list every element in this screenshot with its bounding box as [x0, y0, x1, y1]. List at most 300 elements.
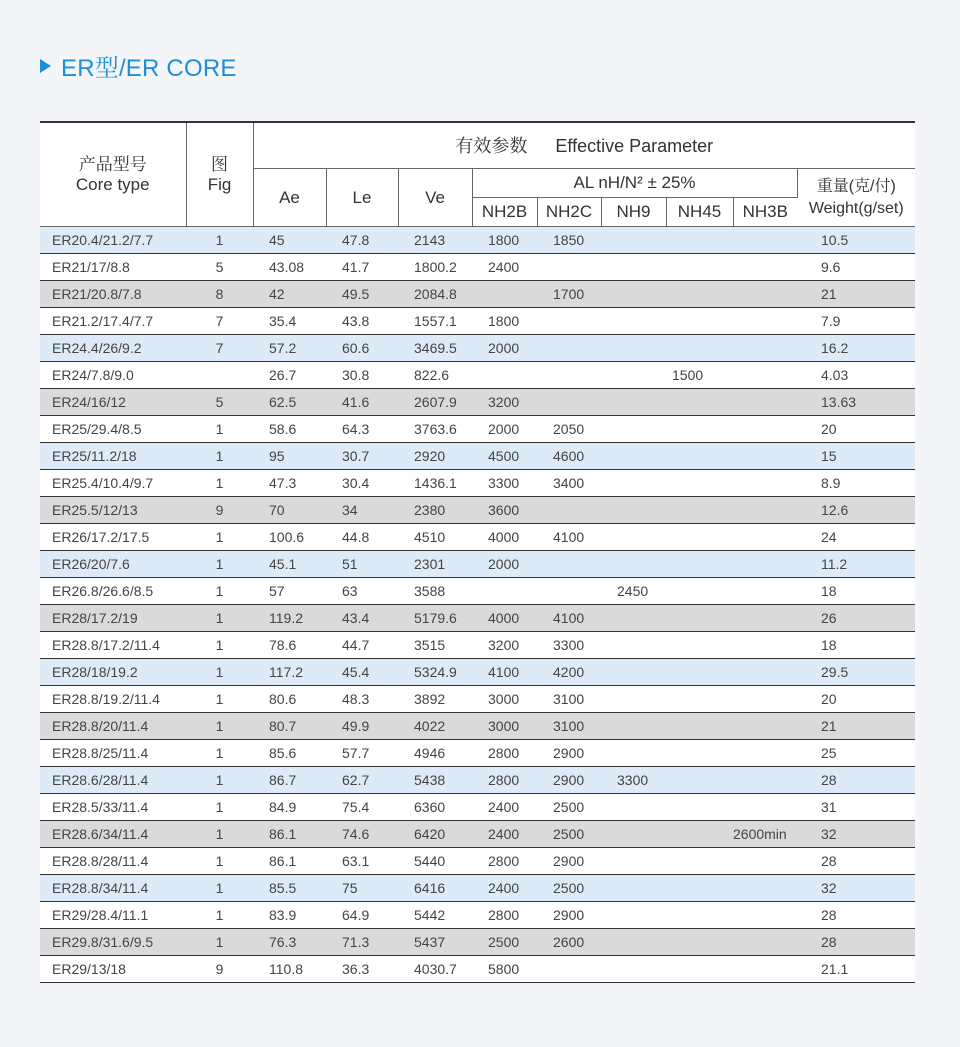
ve-cell: 4946: [398, 740, 472, 767]
ae-header: Ae: [253, 169, 326, 227]
core-type-cell: ER26/20/7.6: [40, 551, 186, 578]
weight-cell: 13.63: [797, 389, 915, 416]
fig-cell: 1: [186, 740, 253, 767]
ve-cell: 822.6: [398, 362, 472, 389]
nh45-cell: [666, 713, 733, 740]
nh2b-cell: [472, 281, 537, 308]
fig-header-en: Fig: [207, 174, 232, 194]
fig-cell: 9: [186, 497, 253, 524]
table-body: [40, 227, 915, 983]
le-cell: 71.3: [326, 929, 398, 956]
nh3b-cell: [733, 470, 797, 497]
nh2b-cell: 2800: [472, 902, 537, 929]
nh9-cell: [601, 848, 666, 875]
nh9-cell: [601, 875, 666, 902]
nh3b-cell: [733, 902, 797, 929]
table-row: [40, 767, 915, 794]
ae-cell: 95: [253, 443, 326, 470]
nh2b-cell: 3200: [472, 389, 537, 416]
nh45-cell: [666, 740, 733, 767]
ae-cell: 86.7: [253, 767, 326, 794]
nh9-cell: [601, 470, 666, 497]
nh2c-cell: 2600: [537, 929, 601, 956]
core-type-cell: ER28/18/19.2: [40, 659, 186, 686]
ae-cell: 85.5: [253, 875, 326, 902]
le-cell: 64.9: [326, 902, 398, 929]
core-type-cell: ER28.8/25/11.4: [40, 740, 186, 767]
le-cell: 49.9: [326, 713, 398, 740]
nh9-cell: [601, 605, 666, 632]
fig-cell: 1: [186, 902, 253, 929]
nh45-cell: [666, 794, 733, 821]
ae-cell: 84.9: [253, 794, 326, 821]
le-header: Le: [326, 169, 398, 227]
material-header-nh2b: NH2B: [472, 198, 537, 227]
ae-cell: 117.2: [253, 659, 326, 686]
ae-cell: 57.2: [253, 335, 326, 362]
er-core-table: [40, 121, 915, 983]
core-type-cell: ER28/17.2/19: [40, 605, 186, 632]
nh3b-cell: [733, 227, 797, 254]
fig-cell: 1: [186, 470, 253, 497]
nh3b-cell: [733, 308, 797, 335]
nh2b-cell: 4500: [472, 443, 537, 470]
nh2c-cell: 3100: [537, 686, 601, 713]
ve-cell: 3588: [398, 578, 472, 605]
nh45-cell: [666, 551, 733, 578]
fig-cell: 5: [186, 389, 253, 416]
nh2c-cell: [537, 308, 601, 335]
weight-cell: 21.1: [797, 956, 915, 983]
nh3b-cell: [733, 740, 797, 767]
nh45-cell: [666, 902, 733, 929]
le-cell: 44.7: [326, 632, 398, 659]
core-type-cell: ER25.5/12/13: [40, 497, 186, 524]
nh2c-cell: 2050: [537, 416, 601, 443]
nh45-cell: [666, 956, 733, 983]
le-cell: 36.3: [326, 956, 398, 983]
nh45-cell: [666, 821, 733, 848]
ae-cell: 83.9: [253, 902, 326, 929]
table-row: [40, 632, 915, 659]
ae-cell: 57: [253, 578, 326, 605]
fig-cell: 1: [186, 227, 253, 254]
core-type-cell: ER28.8/28/11.4: [40, 848, 186, 875]
nh45-cell: [666, 227, 733, 254]
nh3b-cell: [733, 605, 797, 632]
nh9-cell: [601, 524, 666, 551]
weight-cell: 8.9: [797, 470, 915, 497]
nh2c-cell: [537, 578, 601, 605]
ve-cell: 4030.7: [398, 956, 472, 983]
core-type-cell: ER21.2/17.4/7.7: [40, 308, 186, 335]
nh3b-cell: [733, 497, 797, 524]
le-cell: 75.4: [326, 794, 398, 821]
triangle-bullet-icon: [40, 59, 51, 73]
nh45-cell: [666, 767, 733, 794]
nh45-cell: [666, 281, 733, 308]
table-row: [40, 335, 915, 362]
page-title: ER型/ER CORE: [61, 55, 237, 82]
weight-cell: 25: [797, 740, 915, 767]
fig-header-cn: 图: [211, 154, 228, 174]
table-row: [40, 902, 915, 929]
table-row: [40, 821, 915, 848]
nh3b-cell: [733, 794, 797, 821]
nh2b-cell: 3000: [472, 686, 537, 713]
table-row: [40, 713, 915, 740]
nh2c-cell: 3400: [537, 470, 601, 497]
ae-cell: 35.4: [253, 308, 326, 335]
nh2c-cell: [537, 497, 601, 524]
ve-cell: 2143: [398, 227, 472, 254]
nh45-cell: [666, 254, 733, 281]
nh45-cell: [666, 578, 733, 605]
nh2b-cell: 2400: [472, 821, 537, 848]
nh3b-cell: [733, 524, 797, 551]
nh2b-cell: 3600: [472, 497, 537, 524]
nh2b-cell: 2000: [472, 551, 537, 578]
le-cell: 51: [326, 551, 398, 578]
nh45-cell: [666, 686, 733, 713]
le-cell: 43.4: [326, 605, 398, 632]
ae-cell: 42: [253, 281, 326, 308]
nh2c-cell: 3300: [537, 632, 601, 659]
ve-cell: 1557.1: [398, 308, 472, 335]
core-type-cell: ER25/29.4/8.5: [40, 416, 186, 443]
nh9-cell: [601, 497, 666, 524]
ae-cell: 119.2: [253, 605, 326, 632]
table-row: [40, 416, 915, 443]
nh2c-cell: 2500: [537, 794, 601, 821]
nh3b-cell: 2600min: [733, 821, 797, 848]
core-type-cell: ER20.4/21.2/7.7: [40, 227, 186, 254]
nh45-cell: [666, 443, 733, 470]
ae-cell: 45.1: [253, 551, 326, 578]
core-type-cell: ER28.6/28/11.4: [40, 767, 186, 794]
nh2c-cell: [537, 389, 601, 416]
weight-cell: 32: [797, 821, 915, 848]
weight-cell: 20: [797, 686, 915, 713]
fig-cell: 1: [186, 929, 253, 956]
table-row: [40, 524, 915, 551]
core-type-cell: ER21/17/8.8: [40, 254, 186, 281]
table-row: [40, 308, 915, 335]
nh2b-cell: 1800: [472, 308, 537, 335]
nh45-cell: [666, 389, 733, 416]
le-cell: 75: [326, 875, 398, 902]
nh3b-cell: [733, 362, 797, 389]
nh2b-cell: 2400: [472, 875, 537, 902]
nh2c-cell: [537, 335, 601, 362]
core-type-cell: ER28.8/20/11.4: [40, 713, 186, 740]
nh45-cell: [666, 497, 733, 524]
table-row: [40, 956, 915, 983]
nh2c-cell: 1850: [537, 227, 601, 254]
nh2b-cell: 2400: [472, 254, 537, 281]
nh9-cell: [601, 389, 666, 416]
fig-cell: 1: [186, 524, 253, 551]
nh2b-cell: 2000: [472, 335, 537, 362]
le-cell: 44.8: [326, 524, 398, 551]
table-row: [40, 605, 915, 632]
ve-cell: 4510: [398, 524, 472, 551]
core-type-cell: ER25.4/10.4/9.7: [40, 470, 186, 497]
weight-cell: 20: [797, 416, 915, 443]
material-header-nh3b: NH3B: [733, 198, 797, 227]
ve-cell: 5324.9: [398, 659, 472, 686]
fig-cell: 7: [186, 335, 253, 362]
weight-cell: 28: [797, 902, 915, 929]
ve-cell: 5440: [398, 848, 472, 875]
nh2c-cell: 4100: [537, 605, 601, 632]
effective-header-en: Effective Parameter: [555, 135, 714, 156]
le-cell: 47.8: [326, 227, 398, 254]
page-title-block: [40, 48, 237, 83]
weight-cell: 21: [797, 281, 915, 308]
weight-cell: 28: [797, 848, 915, 875]
table-row: [40, 443, 915, 470]
nh3b-cell: [733, 929, 797, 956]
fig-cell: 1: [186, 794, 253, 821]
nh3b-cell: [733, 578, 797, 605]
ae-cell: 43.08: [253, 254, 326, 281]
ae-cell: 86.1: [253, 821, 326, 848]
ae-cell: 110.8: [253, 956, 326, 983]
le-cell: 57.7: [326, 740, 398, 767]
fig-cell: 1: [186, 686, 253, 713]
nh2c-cell: [537, 551, 601, 578]
weight-cell: 10.5: [797, 227, 915, 254]
ve-cell: 2084.8: [398, 281, 472, 308]
nh2c-cell: 2500: [537, 875, 601, 902]
nh2c-cell: [537, 956, 601, 983]
ae-cell: 47.3: [253, 470, 326, 497]
le-cell: 30.4: [326, 470, 398, 497]
weight-cell: 18: [797, 632, 915, 659]
fig-header: [186, 122, 253, 227]
ve-cell: 2607.9: [398, 389, 472, 416]
fig-cell: 1: [186, 605, 253, 632]
le-cell: 43.8: [326, 308, 398, 335]
weight-cell: 28: [797, 929, 915, 956]
fig-cell: 1: [186, 551, 253, 578]
le-cell: 41.6: [326, 389, 398, 416]
nh2c-cell: 3100: [537, 713, 601, 740]
core-type-cell: ER21/20.8/7.8: [40, 281, 186, 308]
nh9-cell: [601, 416, 666, 443]
nh9-cell: [601, 335, 666, 362]
weight-cell: 12.6: [797, 497, 915, 524]
nh9-cell: [601, 929, 666, 956]
fig-cell: 1: [186, 578, 253, 605]
nh2b-cell: 5800: [472, 956, 537, 983]
table-row: [40, 497, 915, 524]
nh9-cell: [601, 254, 666, 281]
weight-cell: 16.2: [797, 335, 915, 362]
nh2b-cell: 3000: [472, 713, 537, 740]
nh9-cell: [601, 632, 666, 659]
ve-cell: 6420: [398, 821, 472, 848]
core-type-cell: ER28.5/33/11.4: [40, 794, 186, 821]
nh9-cell: [601, 713, 666, 740]
table-row: [40, 551, 915, 578]
le-cell: 49.5: [326, 281, 398, 308]
fig-cell: 5: [186, 254, 253, 281]
ae-cell: 45: [253, 227, 326, 254]
nh45-cell: [666, 470, 733, 497]
ve-cell: 4022: [398, 713, 472, 740]
ve-cell: 3892: [398, 686, 472, 713]
nh9-cell: [601, 794, 666, 821]
nh9-cell: [601, 443, 666, 470]
le-cell: 41.7: [326, 254, 398, 281]
nh9-cell: [601, 308, 666, 335]
fig-cell: 7: [186, 308, 253, 335]
nh2b-cell: [472, 362, 537, 389]
nh3b-cell: [733, 956, 797, 983]
fig-cell: 1: [186, 443, 253, 470]
nh3b-cell: [733, 875, 797, 902]
material-header-nh9: NH9: [601, 198, 666, 227]
nh45-cell: [666, 659, 733, 686]
nh9-cell: [601, 281, 666, 308]
weight-cell: 31: [797, 794, 915, 821]
nh3b-cell: [733, 686, 797, 713]
core-type-header-cn: 产品型号: [78, 154, 147, 174]
ve-cell: 6360: [398, 794, 472, 821]
le-cell: 34: [326, 497, 398, 524]
ve-cell: 3763.6: [398, 416, 472, 443]
ae-cell: 58.6: [253, 416, 326, 443]
core-type-cell: ER26/17.2/17.5: [40, 524, 186, 551]
le-cell: 45.4: [326, 659, 398, 686]
fig-cell: 1: [186, 659, 253, 686]
table-row: [40, 794, 915, 821]
ve-cell: 3469.5: [398, 335, 472, 362]
nh2c-cell: 2900: [537, 740, 601, 767]
nh2c-cell: 4200: [537, 659, 601, 686]
table-row: [40, 227, 915, 254]
nh2b-cell: 2800: [472, 740, 537, 767]
fig-cell: 1: [186, 848, 253, 875]
fig-cell: 1: [186, 713, 253, 740]
nh3b-cell: [733, 335, 797, 362]
table-row: [40, 848, 915, 875]
material-header-nh45: NH45: [666, 198, 733, 227]
nh9-cell: [601, 821, 666, 848]
nh3b-cell: [733, 632, 797, 659]
le-cell: 30.8: [326, 362, 398, 389]
weight-cell: 18: [797, 578, 915, 605]
weight-header-en: Weight(g/set): [808, 199, 904, 217]
ae-cell: 80.7: [253, 713, 326, 740]
table-row: [40, 389, 915, 416]
le-cell: 74.6: [326, 821, 398, 848]
ve-cell: 5179.6: [398, 605, 472, 632]
le-cell: 64.3: [326, 416, 398, 443]
table-row: [40, 470, 915, 497]
weight-cell: 32: [797, 875, 915, 902]
weight-cell: 15: [797, 443, 915, 470]
core-type-cell: ER29/28.4/11.1: [40, 902, 186, 929]
core-type-cell: ER29.8/31.6/9.5: [40, 929, 186, 956]
core-type-cell: ER26.8/26.6/8.5: [40, 578, 186, 605]
nh2c-cell: 2900: [537, 767, 601, 794]
weight-cell: 26: [797, 605, 915, 632]
core-type-header: [40, 122, 186, 227]
core-type-cell: ER28.8/17.2/11.4: [40, 632, 186, 659]
nh3b-cell: [733, 659, 797, 686]
core-type-cell: ER28.6/34/11.4: [40, 821, 186, 848]
weight-header: [797, 169, 915, 227]
nh45-cell: [666, 524, 733, 551]
nh45-cell: [666, 848, 733, 875]
ae-cell: 26.7: [253, 362, 326, 389]
nh2c-cell: 1700: [537, 281, 601, 308]
nh45-cell: [666, 335, 733, 362]
effective-parameter-header: [253, 122, 915, 169]
nh2b-cell: 4000: [472, 605, 537, 632]
nh2c-cell: 2900: [537, 902, 601, 929]
nh2b-cell: 2800: [472, 848, 537, 875]
fig-cell: 1: [186, 416, 253, 443]
nh45-cell: 1500: [666, 362, 733, 389]
weight-cell: 7.9: [797, 308, 915, 335]
ve-cell: 5438: [398, 767, 472, 794]
ae-cell: 78.6: [253, 632, 326, 659]
ve-cell: 1800.2: [398, 254, 472, 281]
nh3b-cell: [733, 281, 797, 308]
weight-cell: 11.2: [797, 551, 915, 578]
core-type-cell: ER24/16/12: [40, 389, 186, 416]
nh3b-cell: [733, 551, 797, 578]
weight-header-cn: 重量(克/付): [816, 177, 896, 195]
fig-cell: 8: [186, 281, 253, 308]
fig-cell: 9: [186, 956, 253, 983]
nh2c-cell: 4100: [537, 524, 601, 551]
ve-cell: 1436.1: [398, 470, 472, 497]
weight-cell: 4.03: [797, 362, 915, 389]
material-header-nh2c: NH2C: [537, 198, 601, 227]
ve-cell: 2380: [398, 497, 472, 524]
ve-cell: 5437: [398, 929, 472, 956]
nh45-cell: [666, 929, 733, 956]
ae-cell: 70: [253, 497, 326, 524]
nh3b-cell: [733, 389, 797, 416]
table-row: [40, 659, 915, 686]
nh3b-cell: [733, 713, 797, 740]
nh45-cell: [666, 875, 733, 902]
le-cell: 63.1: [326, 848, 398, 875]
core-type-cell: ER24/7.8/9.0: [40, 362, 186, 389]
table-row: [40, 875, 915, 902]
le-cell: 63: [326, 578, 398, 605]
nh9-cell: 2450: [601, 578, 666, 605]
nh2c-cell: 2900: [537, 848, 601, 875]
fig-cell: 1: [186, 767, 253, 794]
weight-cell: 24: [797, 524, 915, 551]
nh3b-cell: [733, 443, 797, 470]
nh2c-cell: [537, 254, 601, 281]
core-type-cell: ER28.8/19.2/11.4: [40, 686, 186, 713]
nh2b-cell: 3200: [472, 632, 537, 659]
ve-cell: 5442: [398, 902, 472, 929]
nh9-cell: [601, 956, 666, 983]
nh3b-cell: [733, 254, 797, 281]
le-cell: 30.7: [326, 443, 398, 470]
core-type-header-en: Core type: [75, 174, 150, 194]
